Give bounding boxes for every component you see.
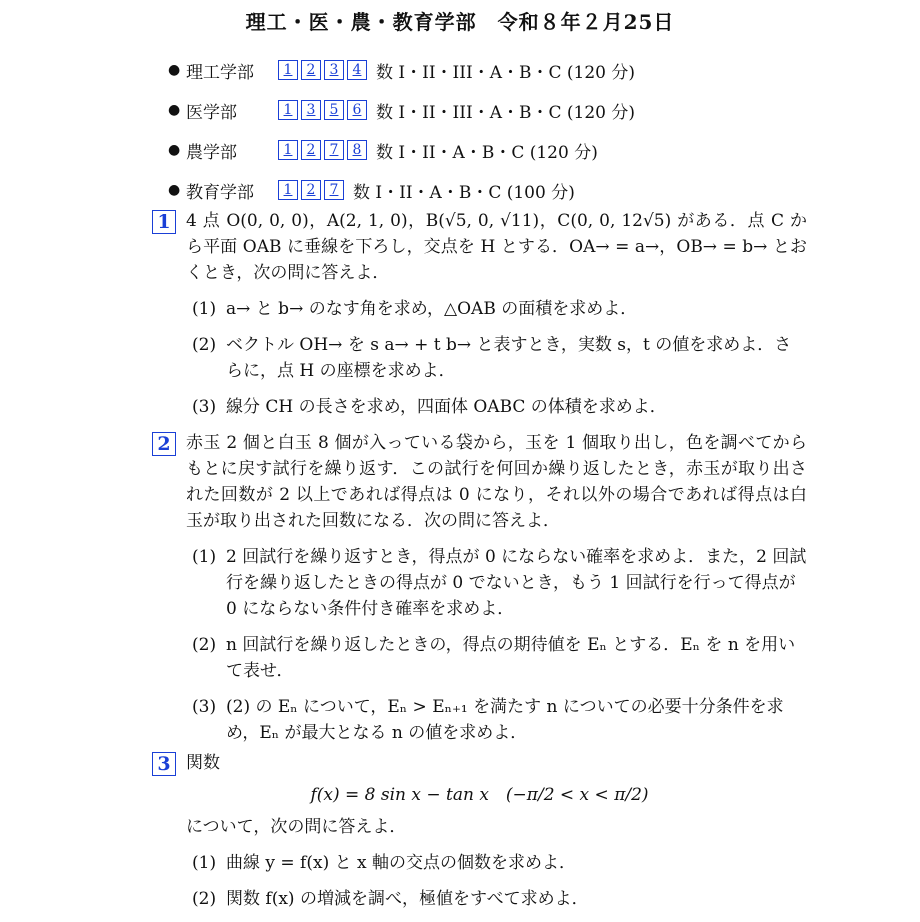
problem-statement: 4 点 O(0, 0, 0)，A(2, 1, 0)，B(√5, 0, √11)，C(0, 0, 12√5) がある．点 C から平面 OAB に垂線を下ろし，交点を H とする．OA→ = a→，OB→ = b→ とおくとき，次の問に答えよ． — [186, 211, 807, 283]
problem-link[interactable]: 8 — [347, 140, 367, 160]
subquestion — [192, 544, 807, 622]
department-name: 農学部 — [186, 142, 237, 163]
problem-statement: 関数 — [186, 753, 220, 773]
subquestion-text: n 回試行を繰り返したときの，得点の期待値を Eₙ とする．Eₙ を n を用いて表せ． — [226, 635, 796, 681]
department-name: 理工学部 — [186, 62, 254, 83]
department-row — [168, 50, 828, 90]
subquestion — [192, 632, 807, 684]
problem-link[interactable]: 3 — [301, 100, 321, 120]
subquestion-list — [192, 850, 807, 912]
problem-number-badge[interactable]: 3 — [152, 752, 176, 776]
subquestion-number: (2) — [192, 635, 217, 655]
department-row — [168, 170, 828, 210]
subquestion-list — [192, 544, 807, 746]
department-subjects: 数 I・II・A・B・C (100 分) — [353, 182, 575, 203]
subquestion-list — [192, 296, 807, 420]
department-name: 医学部 — [186, 102, 237, 123]
bullet-icon: ● — [168, 102, 181, 118]
department-subjects: 数 I・II・A・B・C (120 分) — [376, 142, 598, 163]
problem-number-badge[interactable]: 2 — [152, 432, 176, 456]
problem-2 — [152, 430, 807, 756]
problem-statement: 赤玉 2 個と白玉 8 個が入っている袋から，玉を 1 個取り出し，色を調べてからもとに戻す試行を繰り返す．この試行を何回か繰り返したとき，赤玉が取り出された回数が 2 以上であれば得点は 0 になり，それ以外の場合であれば得点は白玉が取り出された回数になる．次の問に答えよ． — [186, 433, 807, 531]
bullet-icon: ● — [168, 142, 181, 158]
subquestion-text: ベクトル OH→ を s a→ + t b→ と表すとき，実数 s，t の値を求めよ．さらに，点 H の座標を求めよ． — [226, 335, 792, 381]
subquestion-text: 曲線 y = f(x) と x 軸の交点の個数を求めよ． — [226, 853, 577, 873]
subquestion-number: (2) — [192, 335, 217, 355]
subquestion-number: (2) — [192, 889, 217, 909]
subquestion-number: (1) — [192, 547, 217, 567]
problem-link[interactable]: 2 — [301, 60, 321, 80]
department-row — [168, 90, 828, 130]
problem-link[interactable]: 1 — [278, 100, 298, 120]
problem-3 — [152, 750, 807, 922]
function-formula: f(x) = 8 sin x − tan x (−π/2 < x < π/2) — [310, 785, 649, 805]
problem-1 — [152, 208, 807, 430]
problem-link[interactable]: 4 — [347, 60, 367, 80]
subquestion — [192, 886, 807, 912]
subquestion-number: (3) — [192, 697, 217, 717]
subquestion — [192, 694, 807, 746]
subquestion-text: (2) の Eₙ について，Eₙ > Eₙ₊₁ を満たす n についての必要十分条件を求め，Eₙ が最大となる n の値を求めよ． — [226, 697, 784, 743]
bullet-icon: ● — [168, 62, 181, 78]
subquestion-text: 2 回試行を繰り返すとき，得点が 0 にならない確率を求めよ．また，2 回試行を繰り返したときの得点が 0 でないとき，もう 1 回試行を行って得点が 0 にならない条件付き確率を求めよ． — [226, 547, 807, 619]
department-subjects: 数 I・II・III・A・B・C (120 分) — [376, 62, 635, 83]
subquestion — [192, 332, 807, 384]
problem-link[interactable]: 7 — [324, 140, 344, 160]
problem-statement-continued: について，次の問に答えよ． — [186, 817, 407, 837]
problem-link[interactable]: 3 — [324, 60, 344, 80]
problem-link[interactable]: 1 — [278, 60, 298, 80]
problem-link[interactable]: 1 — [278, 140, 298, 160]
problem-link[interactable]: 2 — [301, 180, 321, 200]
problem-link[interactable]: 2 — [301, 140, 321, 160]
department-name: 教育学部 — [186, 182, 254, 203]
subquestion-number: (3) — [192, 397, 217, 417]
department-list — [168, 50, 828, 210]
bullet-icon: ● — [168, 182, 181, 198]
department-row — [168, 130, 828, 170]
problem-link[interactable]: 6 — [347, 100, 367, 120]
subquestion-text: 関数 f(x) の増減を調べ，極値をすべて求めよ． — [226, 889, 589, 909]
subquestion-text: 線分 CH の長さを求め，四面体 OABC の体積を求めよ． — [226, 397, 667, 417]
problem-link[interactable]: 1 — [278, 180, 298, 200]
problem-number-badge[interactable]: 1 — [152, 210, 176, 234]
page-title: 理工・医・農・教育学部 令和８年２月25日 — [245, 10, 675, 34]
subquestion — [192, 296, 807, 322]
subquestion-number: (1) — [192, 299, 217, 319]
problem-link[interactable]: 7 — [324, 180, 344, 200]
subquestion — [192, 394, 807, 420]
subquestion — [192, 850, 807, 876]
problem-link[interactable]: 5 — [324, 100, 344, 120]
subquestion-number: (1) — [192, 853, 217, 873]
subquestion-text: a→ と b→ のなす角を求め，△OAB の面積を求めよ． — [226, 299, 638, 319]
department-subjects: 数 I・II・III・A・B・C (120 分) — [376, 102, 635, 123]
